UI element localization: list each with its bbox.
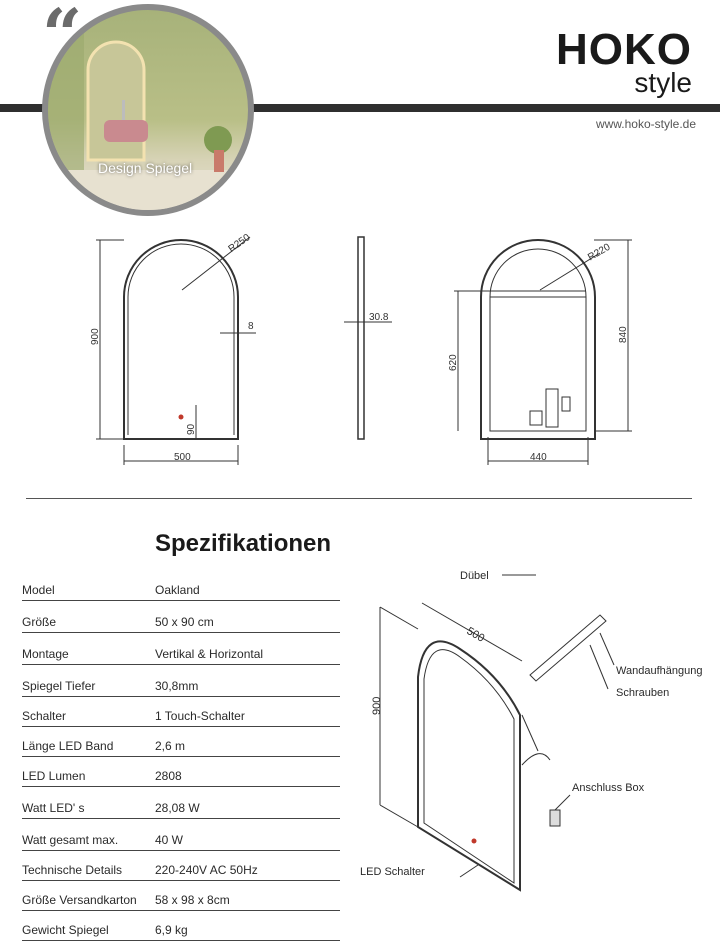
spec-label: Spiegel Tiefer — [22, 679, 96, 693]
iso-schrauben-label: Schrauben — [616, 687, 670, 699]
spec-value: 2,6 m — [155, 739, 186, 753]
side-view-outline — [358, 237, 364, 439]
spec-label: Model — [22, 583, 55, 597]
spec-value: 1 Touch-Schalter — [155, 709, 245, 723]
back-radius-label: R220 — [586, 241, 613, 264]
back-height-inner-label: 620 — [448, 354, 459, 371]
front-switch-offset-label: 90 — [186, 423, 197, 435]
brand-logo — [556, 25, 692, 98]
front-radius-label: R250 — [226, 232, 253, 255]
iso-width-label: 500 — [464, 625, 487, 645]
spec-row — [22, 920, 340, 941]
iso-height-label: 900 — [371, 696, 383, 715]
spec-value: 6,9 kg — [155, 923, 188, 937]
iso-led-schalter-label: LED Schalter — [360, 866, 425, 878]
spec-value: Vertikal & Horizontal — [155, 647, 264, 661]
spec-row — [22, 676, 340, 697]
front-mirror-outline — [124, 240, 238, 439]
quote-mark-icon: “ — [42, 0, 83, 76]
front-height-label: 900 — [90, 328, 101, 345]
spec-label: LED Lumen — [22, 769, 86, 783]
spec-row — [22, 766, 340, 787]
wall-bracket-icon — [530, 615, 606, 681]
spec-label: Watt LED' s — [22, 801, 85, 815]
spec-label: Länge LED Band — [22, 739, 114, 753]
spec-row — [22, 736, 340, 757]
spec-value: 30,8mm — [155, 679, 199, 693]
front-frame-label: 8 — [248, 321, 254, 332]
spec-row — [22, 798, 340, 819]
iso-wandaufhangung-label: Wandaufhängung — [616, 665, 703, 677]
brand-name: HOKO — [556, 25, 692, 74]
spec-row — [22, 860, 340, 881]
spec-label: Watt gesamt max. — [22, 833, 119, 847]
spec-label: Montage — [22, 647, 69, 661]
front-width-label: 500 — [174, 452, 191, 463]
spec-label: Schalter — [22, 709, 67, 723]
spec-value: Oakland — [155, 583, 200, 597]
spec-value: 2808 — [155, 769, 182, 783]
spec-value: 50 x 90 cm — [155, 615, 214, 629]
spec-row — [22, 706, 340, 727]
spec-title: Spezifikationen — [155, 530, 332, 557]
brand-sub: style — [634, 67, 692, 98]
spec-label: Gewicht Spiegel — [22, 923, 109, 937]
connection-box-icon — [550, 810, 560, 826]
photo-caption: Design Spiegel — [98, 160, 193, 176]
spec-label: Größe — [22, 615, 57, 629]
spec-label: Technische Details — [22, 863, 123, 877]
spec-row — [22, 890, 340, 911]
back-height-total-label: 840 — [618, 326, 629, 343]
spec-row — [22, 830, 340, 851]
isometric-drawing — [350, 565, 720, 935]
spec-value: 58 x 98 x 8cm — [155, 893, 230, 907]
spec-row — [22, 580, 340, 601]
spec-label: Größe Versandkarton — [22, 893, 137, 907]
iso-anschluss-label: Anschluss Box — [572, 782, 645, 794]
section-divider — [26, 498, 692, 499]
website-url[interactable]: www.hoko-style.de — [595, 117, 696, 131]
side-depth-label: 30.8 — [369, 312, 389, 323]
back-width-label: 440 — [530, 452, 547, 463]
spec-row — [22, 644, 340, 665]
spec-value: 28,08 W — [155, 801, 200, 815]
technical-drawings — [0, 225, 720, 475]
spec-row — [22, 612, 340, 633]
spec-value: 220-240V AC 50Hz — [155, 863, 258, 877]
spec-value: 40 W — [155, 833, 184, 847]
iso-dubel-label: Dübel — [460, 570, 489, 582]
